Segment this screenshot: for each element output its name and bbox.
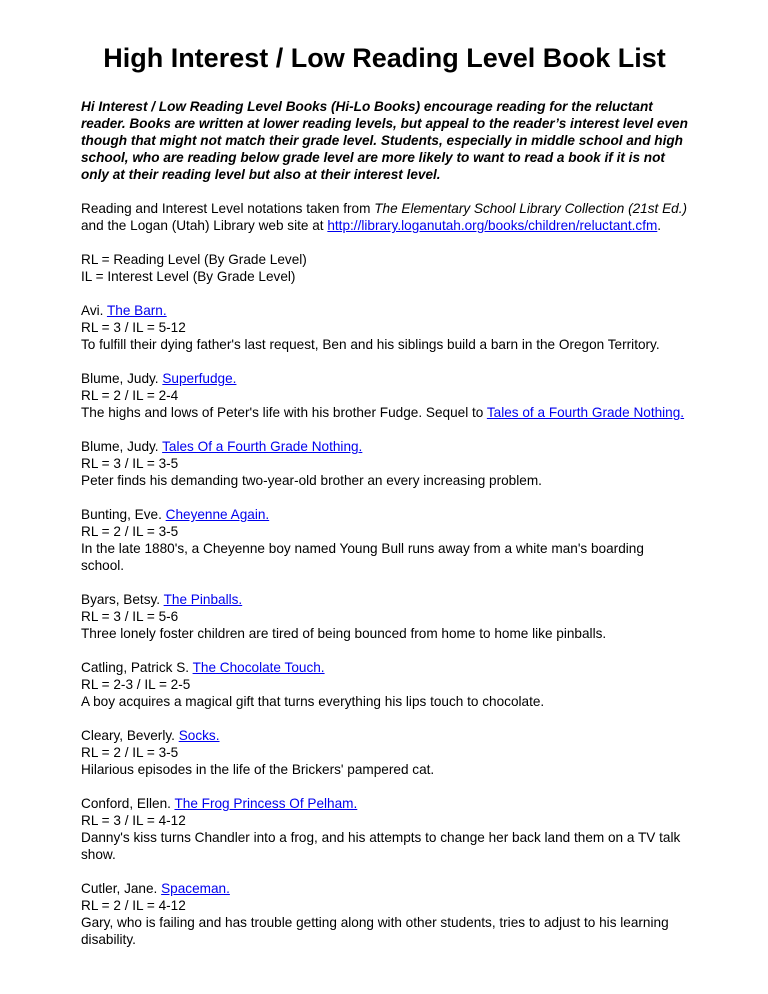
- book-heading: [81, 880, 688, 897]
- book-levels: RL = 3 / IL = 3-5: [81, 456, 179, 471]
- book-levels: RL = 2 / IL = 4-12: [81, 898, 186, 913]
- book-levels: RL = 2 / IL = 2-4: [81, 388, 179, 403]
- book-entry: [81, 506, 688, 574]
- book-heading: [81, 438, 688, 455]
- book-entry: [81, 302, 688, 353]
- book-title-link[interactable]: The Frog Princess Of Pelham.: [174, 796, 358, 811]
- book-author: Avi.: [81, 303, 104, 318]
- legend-rl: RL = Reading Level (By Grade Level): [81, 252, 307, 267]
- book-title-link[interactable]: The Chocolate Touch.: [192, 660, 325, 675]
- book-author: Bunting, Eve.: [81, 507, 162, 522]
- book-description: Three lonely foster children are tired of being bounced from home to home like pinballs.: [81, 626, 607, 641]
- book-levels: RL = 2-3 / IL = 2-5: [81, 677, 191, 692]
- book-heading: [81, 795, 688, 812]
- book-title-link[interactable]: Superfudge.: [162, 371, 237, 386]
- book-author: Cutler, Jane.: [81, 881, 158, 896]
- book-description: Hilarious episodes in the life of the Brickers' pampered cat.: [81, 762, 435, 777]
- page-title: High Interest / Low Reading Level Book List: [103, 43, 666, 73]
- book-entry: [81, 880, 688, 948]
- book-description: A boy acquires a magical gift that turns everything his lips touch to chocolate.: [81, 694, 545, 709]
- book-levels: RL = 3 / IL = 4-12: [81, 813, 186, 828]
- book-description: [81, 404, 688, 421]
- source-prefix: Reading and Interest Level notations taken from: [81, 201, 375, 216]
- book-entry: [81, 795, 688, 863]
- book-levels: RL = 3 / IL = 5-12: [81, 320, 186, 335]
- book-heading: [81, 506, 688, 523]
- source-suffix: .: [657, 218, 662, 233]
- book-heading: [81, 370, 688, 387]
- book-title-link[interactable]: Socks.: [178, 728, 220, 743]
- book-description: In the late 1880's, a Cheyenne boy named Young Bull runs away from a white man's boarding school.: [81, 541, 644, 573]
- book-author: Blume, Judy.: [81, 371, 159, 386]
- book-title-link[interactable]: The Barn.: [106, 303, 167, 318]
- book-title-link[interactable]: Tales Of a Fourth Grade Nothing.: [162, 439, 363, 454]
- book-author: Blume, Judy.: [81, 439, 159, 454]
- book-entry: [81, 727, 688, 778]
- book-description: Gary, who is failing and has trouble getting along with other students, tries to adjust to his learning disability.: [81, 915, 669, 947]
- book-levels: RL = 3 / IL = 5-6: [81, 609, 179, 624]
- book-levels: RL = 2 / IL = 3-5: [81, 524, 179, 539]
- book-description: To fulfill their dying father's last request, Ben and his siblings build a barn in the Oregon Territory.: [81, 337, 660, 352]
- book-heading: [81, 727, 688, 744]
- book-author: Conford, Ellen.: [81, 796, 171, 811]
- intro-paragraph: Hi Interest / Low Reading Level Books (Hi-Lo Books) encourage reading for the reluctant reader. Books are written at lower reading levels, but appeal to the reader’s interest level even though that might not match their grade level. Students, especially in middle school and high school, who are reading below grade level are more likely to want to read a book if it is not only at their reading level but also at their interest level.: [81, 99, 688, 182]
- book-title-link[interactable]: The Pinballs.: [163, 592, 243, 607]
- book-author: Byars, Betsy.: [81, 592, 161, 607]
- book-description: Danny's kiss turns Chandler into a frog, and his attempts to change her back land them on a TV talk show.: [81, 830, 681, 862]
- book-heading: [81, 659, 688, 676]
- legend: [81, 251, 688, 285]
- book-description-text: The highs and lows of Peter's life with his brother Fudge. Sequel to: [81, 405, 487, 420]
- source-url-link[interactable]: http://library.loganutah.org/books/children/reluctant.cfm: [327, 218, 658, 233]
- source-paragraph: [81, 200, 688, 234]
- source-book-title: The Elementary School Library Collection (21st Ed.): [374, 201, 687, 216]
- legend-il: IL = Interest Level (By Grade Level): [81, 269, 296, 284]
- book-author: Cleary, Beverly.: [81, 728, 175, 743]
- book-list: [81, 302, 688, 948]
- book-entry: [81, 659, 688, 710]
- book-heading: [81, 302, 688, 319]
- book-entry: [81, 591, 688, 642]
- book-title-link[interactable]: Cheyenne Again.: [165, 507, 270, 522]
- book-title-link[interactable]: Spaceman.: [161, 881, 230, 896]
- source-middle: and the Logan (Utah) Library web site at: [81, 218, 328, 233]
- book-levels: RL = 2 / IL = 3-5: [81, 745, 179, 760]
- sequel-title-link[interactable]: Tales of a Fourth Grade Nothing.: [486, 405, 685, 420]
- book-author: Catling, Patrick S.: [81, 660, 190, 675]
- book-description: Peter finds his demanding two-year-old brother an every increasing problem.: [81, 473, 542, 488]
- book-entry: [81, 370, 688, 421]
- book-heading: [81, 591, 688, 608]
- book-entry: [81, 438, 688, 489]
